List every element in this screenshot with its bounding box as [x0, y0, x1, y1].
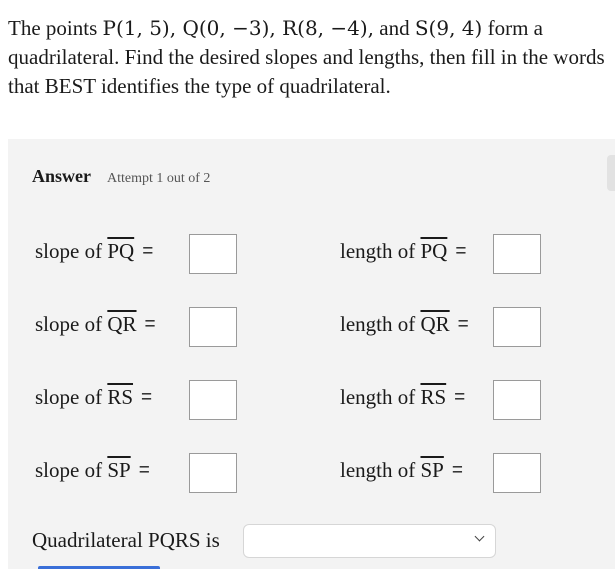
question-and: and	[374, 16, 415, 40]
question-text	[8, 14, 608, 101]
segment-sp: $\overline{SP}$	[107, 458, 131, 482]
segment-sp: $\overline{SP}$	[420, 458, 444, 482]
equals-sign: =	[141, 386, 153, 408]
slope-rs-label	[35, 385, 152, 410]
slope-sp-label	[35, 458, 150, 483]
panel-scroll-tab[interactable]	[607, 155, 615, 191]
slope-pq-label	[35, 239, 153, 264]
length-prefix: length of	[340, 385, 416, 409]
slope-rs-input[interactable]	[189, 380, 237, 420]
length-rs-label	[340, 385, 465, 410]
answer-label: Answer	[32, 166, 91, 186]
length-qr-label	[340, 312, 469, 337]
equals-sign: =	[451, 459, 463, 481]
equals-sign: =	[454, 386, 466, 408]
chevron-down-icon	[475, 532, 485, 542]
quadrilateral-type-label: Quadrilateral PQRS is	[32, 528, 220, 552]
segment-rs: $\overline{RS}$	[107, 385, 134, 409]
length-prefix: length of	[340, 312, 416, 336]
equals-sign: =	[455, 240, 467, 262]
segment-pq: $\overline{PQ}$	[107, 239, 135, 263]
question-points: P(1, 5), Q(0, −3), R(8, −4),	[102, 16, 375, 40]
length-pq-input[interactable]	[493, 234, 541, 274]
equals-sign: =	[138, 459, 150, 481]
length-sp-label	[340, 458, 463, 483]
length-prefix: length of	[340, 458, 416, 482]
question-instructions: form a quadrilateral. Find the desired slopes and lengths, then fill in the words that BEST identifies the type of quadrilateral.	[8, 16, 605, 98]
question-intro: The points	[8, 16, 103, 40]
length-qr-input[interactable]	[493, 307, 541, 347]
slope-prefix: slope of	[35, 239, 103, 263]
attempt-counter: Attempt 1 out of 2	[107, 171, 211, 186]
slope-pq-input[interactable]	[189, 234, 237, 274]
answer-panel	[8, 139, 615, 569]
quadrilateral-type-select[interactable]	[243, 524, 496, 558]
question-last-point: S(9, 4)	[414, 16, 483, 40]
length-prefix: length of	[340, 239, 416, 263]
slope-prefix: slope of	[35, 312, 103, 336]
equals-sign: =	[457, 313, 469, 335]
segment-rs: $\overline{RS}$	[420, 385, 447, 409]
equals-sign: =	[142, 240, 154, 262]
slope-prefix: slope of	[35, 385, 103, 409]
slope-qr-input[interactable]	[189, 307, 237, 347]
length-rs-input[interactable]	[493, 380, 541, 420]
slope-qr-label	[35, 312, 156, 337]
segment-pq: $\overline{PQ}$	[420, 239, 448, 263]
answer-header	[32, 166, 210, 187]
slope-prefix: slope of	[35, 458, 103, 482]
slope-sp-input[interactable]	[189, 453, 237, 493]
segment-qr: $\overline{QR}$	[420, 312, 450, 336]
segment-qr: $\overline{QR}$	[107, 312, 137, 336]
length-sp-input[interactable]	[493, 453, 541, 493]
equals-sign: =	[144, 313, 156, 335]
length-pq-label	[340, 239, 466, 264]
